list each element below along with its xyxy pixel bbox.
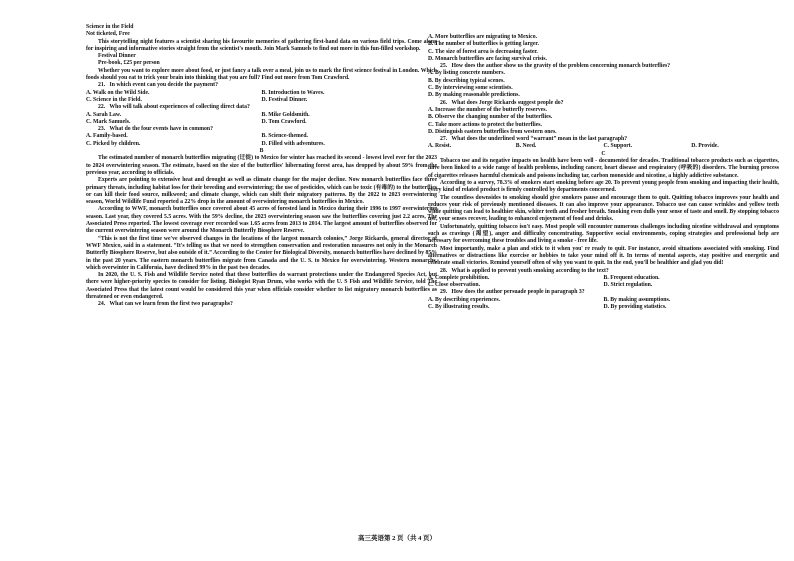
option: C. Science in the Field. [86, 96, 142, 103]
option: B. Introduction to Waves. [261, 89, 325, 96]
option: D. By making reasonable predictions. [428, 92, 520, 99]
event-price: Pre-book, £25 per person [98, 60, 160, 67]
option: A. Complete prohibition. [428, 274, 490, 281]
option: C. Support. [603, 143, 633, 150]
option: C. Take more actions to protect the butterflies. [428, 121, 542, 128]
option: C. By illustrating results. [428, 303, 490, 310]
option: B. By making assumptions. [603, 296, 671, 303]
option: D. By providing statistics. [603, 303, 667, 310]
event-description: Whether you want to explore more about food, or just fancy a talk over a meal, join us to mark the first science festival in London. Which foods should you eat to trick your brain into thinking that you are full? Find out more from Tom Crawford. [86, 67, 437, 82]
option: C. Picked by children. [86, 140, 141, 147]
question-22: 22. Who will talk about experiences of collecting direct data? [98, 104, 250, 111]
question-29: 29. How does the author persuade people in paragraph 3? [440, 289, 585, 296]
passage-b-paragraph: “This is not the first time we've observed changes in the locations of the largest monarch colonies,” Jorge Rickards, general director of WWF Mexico, said in a statement. “It's telling us that we need to strengthen conservation and restoration measures not only in the Monarch Butterfly Biosphere Reserve, but also outside of it.” According to the Center for Biological Diversity, monarch butterflies have declined by 85% in the past 20 years. The eastern monarch butterflies migrate from Canada and the U. S. to Mexico for overwintering. Western monarchs, which overwinter in California, have declined 99% in the past two decades. [86, 235, 437, 271]
option: B. Frequent education. [603, 274, 660, 281]
passage-c-paragraph: The countless downsides to smoking should give smokers pause and encourage them to quit. Quitting tobacco improves your health and reduces your risk of previously mentioned diseases. It can also improve your appearance. Tobacco use can cause wrinkles and yellow teeth while quitting can lead to healthier skin, whiter teeth and fresher breath. Smoking even dulls your sense of taste and smell. By stopping tobacco use, your senses recover, leading to enhanced enjoyment of food and drinks. [428, 194, 779, 223]
section-heading-c: C [601, 150, 606, 157]
option: D. Strict regulation. [603, 282, 653, 289]
option: D. Filled with adventures. [261, 140, 325, 147]
question-21: 21. In which event can you decide the payment? [98, 82, 218, 89]
option: A. Increase the number of the butterfly reserves. [428, 106, 547, 113]
option: C. Close observation. [428, 282, 481, 289]
question-28-options [428, 275, 779, 290]
option: A. By describing experiences. [428, 296, 501, 303]
option: D. Festival Dinner. [261, 96, 308, 103]
option: B. Science-themed. [261, 133, 308, 140]
option: B. Mike Goldsmith. [261, 111, 310, 118]
option: D. Provide. [691, 143, 719, 150]
passage-c-paragraph: Unfortunately, quitting tobacco isn't easy. Most people will encounter numerous challenges including nicotine withdrawal and symptoms such as cravings (渴望), anger and difficulty concentrating. Supportive social environments, coping strategies and professional help are necessary for overcoming these troubles and living a smoke - free life. [428, 223, 779, 245]
passage-c-paragraph: Most importantly, make a plan and stick to it when you' re ready to quit. For instance, avoid situations associated with smoking. Find alternatives or distractions like exercise or hobbies to take your mind off it. In terms of mental aspects, stay positive and energetic and celebrate small victories. Remind yourself often of why you want to quit. In the end, you'll be healthier and glad you did! [428, 245, 779, 267]
option: A. By listing concrete numbers. [428, 70, 505, 77]
option: A. Family-based. [86, 133, 128, 140]
option: C. The size of forest area is decreasing faster. [428, 48, 538, 55]
passage-c-paragraph: According to a survey, 78.3% of smokers start smoking before age 20. To prevent young people from smoking and impacting their health, every kind of related product is firmly controlled by departments concerned. [428, 179, 779, 194]
passage-b-paragraph: In 2020, the U. S. Fish and Wildlife Service noted that these butterflies do warrant protections under the Endangered Species Act, but there were higher-priority species to consider for listing. Biologist Ryan Drum, who works with the U. S Fish and Wildlife Service, told The Associated Press that the latest count would be considered this year when officials consider whether to list migratory monarch butterflies as threatened or even endangered. [86, 272, 437, 300]
question-22-options [86, 112, 437, 127]
option: C. By interviewing some scientists. [428, 85, 513, 92]
question-29-options [428, 297, 779, 312]
question-25: 25. How does the author show us the gravity of the problem concerning monarch butterflies? [440, 63, 671, 70]
passage-b-paragraph: The estimated number of monarch butterflies migrating (迁徙) to Mexico for winter has reached its second - lowest level ever for the 2023 to 2024 overwintering season. The estimate, based on the size of the butterflies' hibernating forest area, has dropped by about 59% from the previous year, according to officials. [86, 155, 437, 176]
event-description: This storytelling night features a scientist sharing his favourite memories of gathering first-hand data on various field trips. Come along for inspiring and informative stories straight from the scientist's mouth. Join Mark Samuels to find out more in this fun-filled workshop. [86, 38, 437, 52]
question-24: 24. What can we learn from the first two paragraphs? [98, 301, 233, 308]
event-title: Festival Dinner [98, 53, 136, 60]
section-heading-b: B [259, 148, 264, 155]
question-27-options [428, 143, 779, 150]
option: D. Tom Crawford. [261, 118, 307, 125]
question-23-options [86, 133, 437, 148]
option: D. Monarch butterflies are facing survival crisis. [428, 55, 547, 62]
question-28: 28. What is applied to prevent youth smoking according to the text? [440, 267, 609, 274]
option: D. Distinguish eastern butterflies from western ones. [428, 128, 557, 135]
option: B. The number of butterflies is getting larger. [428, 41, 539, 48]
right-column [428, 34, 779, 311]
passage-c-paragraph: Tobacco use and its negative impacts on health have been well - documented for decades. Traditional tobacco products such as cigarettes, have been linked to a wide range of health problems, including cancer, heart disease and respiratory (呼吸的) disorders. The burning process of cigarettes releases harmful chemicals and poisons including tar, carbon monoxide and nicotine, a highly addictive substance. [428, 158, 779, 179]
option: B. Observe the changing number of the butterflies. [428, 114, 553, 121]
option: B. Need. [515, 143, 537, 150]
question-26: 26. What does Jorge Rickards suggest people do? [440, 99, 564, 106]
question-23: 23. What do the four events have in common? [98, 126, 213, 133]
option: A. More butterflies are migrating to Mexico. [428, 34, 538, 40]
question-27: 27. What does the underlined word “warrant” mean in the last paragraph? [440, 136, 628, 143]
option: A. Walk on the Wild Side. [86, 89, 150, 96]
passage-b-paragraph: Experts are pointing to extensive heat and drought as well as climate change for the major decline. Now monarch butterflies face three primary threats, including habitat loss for their breeding and overwintering; the use of pesticides, which can be toxic (有毒的) to the butterflies or can kill their food source, milkweed; and climate change, which can shift their migratory patterns. By the 2022 to 2023 overwintering season, World Wildlife Fund reported a 22% drop in the amount of overwintering monarch butterflies in Mexico. [86, 177, 437, 206]
left-column [86, 24, 437, 309]
passage-b-paragraph: According to WWF, monarch butterflies once covered about 45 acres of forested land in Mexico during their 1996 to 1997 overwintering season. Last year, they covered 5.5 acres. With the 59% decline, the 2023 overwintering season saw the butterflies covering just 2.2 acres, The Associated Press reported. The lowest coverage ever recorded was 1.65 acres from 2013 to 2014. The largest amount of butterflies observed for the current overwintering season were around the Monarch Butterfly Biosphere Reserve. [86, 206, 437, 235]
option: B. By describing typical scenes. [428, 77, 505, 84]
page-footer: 高三英语第 2 页（共 4 页） [358, 535, 436, 542]
question-21-options [86, 90, 437, 105]
event-price: Not ticketed, Free [86, 31, 130, 38]
option: A. Resist. [428, 143, 452, 150]
option: A. Sarah Law. [86, 111, 122, 118]
event-title: Science in the Field [86, 24, 134, 30]
option: C. Mark Samuels. [86, 118, 131, 125]
